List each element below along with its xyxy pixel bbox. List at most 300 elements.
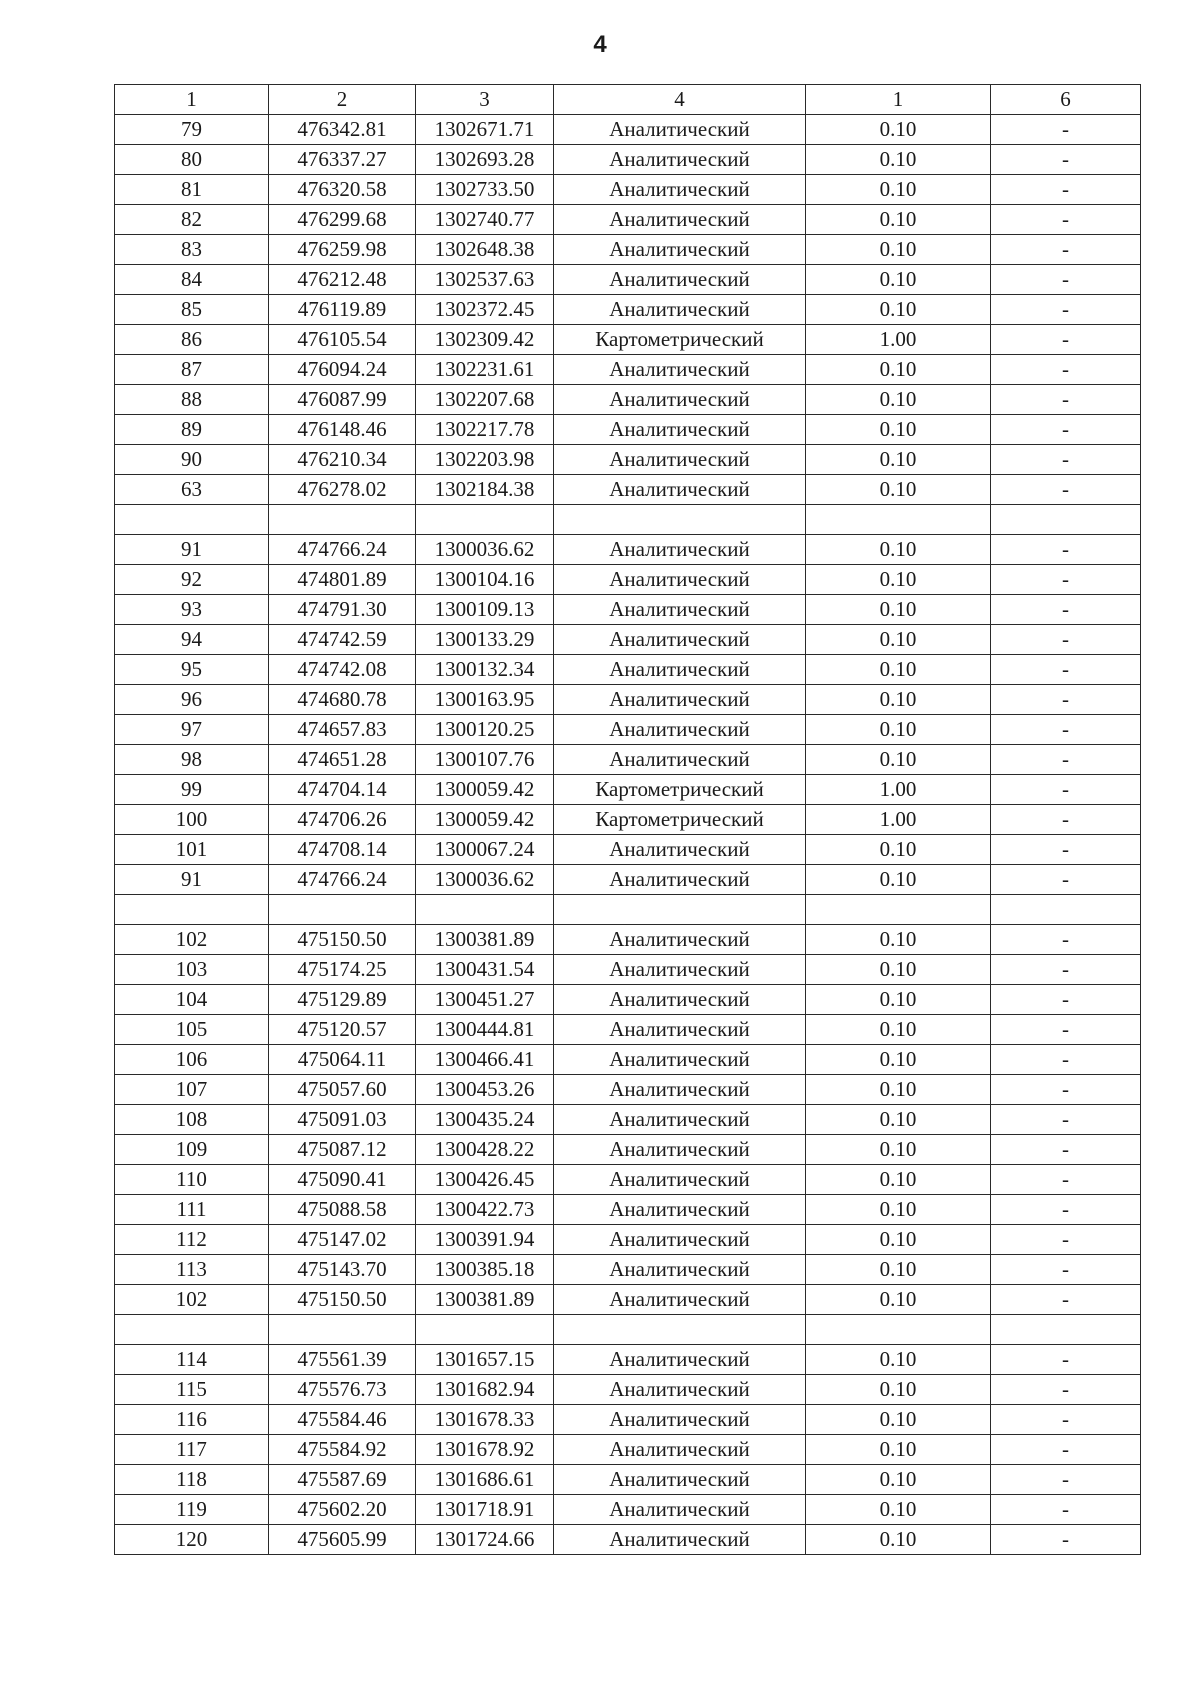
point-number-cell: 95 [115, 655, 269, 685]
note-cell: - [991, 415, 1141, 445]
table-body [115, 115, 1141, 1555]
x-coordinate-cell: 475576.73 [269, 1375, 416, 1405]
table-row [115, 745, 1141, 775]
method-cell: Аналитический [554, 1015, 806, 1045]
x-coordinate-cell: 475584.46 [269, 1405, 416, 1435]
accuracy-cell: 0.10 [806, 265, 991, 295]
note-cell: - [991, 1045, 1141, 1075]
point-number-cell: 94 [115, 625, 269, 655]
x-coordinate-cell: 475057.60 [269, 1075, 416, 1105]
note-cell: - [991, 535, 1141, 565]
point-number-cell: 101 [115, 835, 269, 865]
table-row [115, 685, 1141, 715]
table-row [115, 115, 1141, 145]
method-cell: Аналитический [554, 145, 806, 175]
table-row [115, 1435, 1141, 1465]
method-cell: Аналитический [554, 685, 806, 715]
point-number-cell: 84 [115, 265, 269, 295]
point-number-cell: 93 [115, 595, 269, 625]
note-cell: - [991, 445, 1141, 475]
note-cell: - [991, 265, 1141, 295]
point-number-cell [115, 505, 269, 535]
point-number-cell: 115 [115, 1375, 269, 1405]
y-coordinate-cell: 1301678.92 [416, 1435, 554, 1465]
method-cell: Аналитический [554, 355, 806, 385]
note-cell: - [991, 775, 1141, 805]
method-cell: Аналитический [554, 1105, 806, 1135]
y-coordinate-cell: 1301718.91 [416, 1495, 554, 1525]
method-cell: Аналитический [554, 565, 806, 595]
x-coordinate-cell: 474657.83 [269, 715, 416, 745]
table-row [115, 355, 1141, 385]
note-cell: - [991, 1165, 1141, 1195]
method-cell: Аналитический [554, 1345, 806, 1375]
method-cell: Аналитический [554, 1495, 806, 1525]
point-number-cell: 88 [115, 385, 269, 415]
method-cell: Аналитический [554, 1165, 806, 1195]
table-row [115, 385, 1141, 415]
note-cell [991, 895, 1141, 925]
note-cell: - [991, 655, 1141, 685]
method-cell [554, 505, 806, 535]
table-row [115, 715, 1141, 745]
y-coordinate-cell: 1300391.94 [416, 1225, 554, 1255]
accuracy-cell: 0.10 [806, 1165, 991, 1195]
y-coordinate-cell: 1300466.41 [416, 1045, 554, 1075]
accuracy-cell: 0.10 [806, 985, 991, 1015]
table-row [115, 955, 1141, 985]
column-header: 3 [416, 85, 554, 115]
x-coordinate-cell: 476342.81 [269, 115, 416, 145]
method-cell: Аналитический [554, 655, 806, 685]
note-cell: - [991, 925, 1141, 955]
table-row [115, 565, 1141, 595]
y-coordinate-cell: 1302537.63 [416, 265, 554, 295]
x-coordinate-cell: 476119.89 [269, 295, 416, 325]
accuracy-cell: 0.10 [806, 595, 991, 625]
x-coordinate-cell [269, 1315, 416, 1345]
note-cell: - [991, 595, 1141, 625]
note-cell: - [991, 295, 1141, 325]
accuracy-cell [806, 895, 991, 925]
table-row [115, 295, 1141, 325]
x-coordinate-cell: 475147.02 [269, 1225, 416, 1255]
y-coordinate-cell: 1301724.66 [416, 1525, 554, 1555]
table-row [115, 1465, 1141, 1495]
note-cell: - [991, 715, 1141, 745]
table-row [115, 595, 1141, 625]
y-coordinate-cell: 1300422.73 [416, 1195, 554, 1225]
point-number-cell: 81 [115, 175, 269, 205]
table-row [115, 505, 1141, 535]
method-cell: Аналитический [554, 1075, 806, 1105]
x-coordinate-cell: 476210.34 [269, 445, 416, 475]
point-number-cell: 85 [115, 295, 269, 325]
method-cell: Аналитический [554, 445, 806, 475]
accuracy-cell: 0.10 [806, 1285, 991, 1315]
y-coordinate-cell: 1300453.26 [416, 1075, 554, 1105]
note-cell: - [991, 235, 1141, 265]
y-coordinate-cell: 1300109.13 [416, 595, 554, 625]
point-number-cell: 112 [115, 1225, 269, 1255]
point-number-cell: 96 [115, 685, 269, 715]
point-number-cell [115, 895, 269, 925]
method-cell: Аналитический [554, 235, 806, 265]
accuracy-cell: 0.10 [806, 1525, 991, 1555]
x-coordinate-cell [269, 505, 416, 535]
y-coordinate-cell: 1300059.42 [416, 805, 554, 835]
table-row [115, 655, 1141, 685]
y-coordinate-cell: 1302207.68 [416, 385, 554, 415]
x-coordinate-cell: 474742.59 [269, 625, 416, 655]
note-cell: - [991, 1375, 1141, 1405]
note-cell: - [991, 1495, 1141, 1525]
note-cell [991, 1315, 1141, 1345]
y-coordinate-cell: 1302740.77 [416, 205, 554, 235]
column-header: 1 [806, 85, 991, 115]
accuracy-cell: 0.10 [806, 475, 991, 505]
x-coordinate-cell: 475150.50 [269, 1285, 416, 1315]
table-row [115, 835, 1141, 865]
y-coordinate-cell: 1302203.98 [416, 445, 554, 475]
point-number-cell: 102 [115, 925, 269, 955]
y-coordinate-cell: 1302217.78 [416, 415, 554, 445]
note-cell: - [991, 325, 1141, 355]
y-coordinate-cell [416, 895, 554, 925]
method-cell: Аналитический [554, 535, 806, 565]
note-cell: - [991, 1255, 1141, 1285]
x-coordinate-cell: 476212.48 [269, 265, 416, 295]
point-number-cell: 83 [115, 235, 269, 265]
method-cell: Аналитический [554, 985, 806, 1015]
x-coordinate-cell: 476278.02 [269, 475, 416, 505]
table-row [115, 1165, 1141, 1195]
point-number-cell: 105 [115, 1015, 269, 1045]
point-number-cell: 113 [115, 1255, 269, 1285]
accuracy-cell: 0.10 [806, 355, 991, 385]
column-header: 1 [115, 85, 269, 115]
point-number-cell: 92 [115, 565, 269, 595]
method-cell: Аналитический [554, 925, 806, 955]
table-row [115, 1195, 1141, 1225]
y-coordinate-cell: 1300059.42 [416, 775, 554, 805]
accuracy-cell: 0.10 [806, 1495, 991, 1525]
method-cell: Аналитический [554, 715, 806, 745]
accuracy-cell: 0.10 [806, 235, 991, 265]
accuracy-cell: 0.10 [806, 1045, 991, 1075]
table-row [115, 895, 1141, 925]
accuracy-cell: 0.10 [806, 535, 991, 565]
x-coordinate-cell [269, 895, 416, 925]
y-coordinate-cell: 1300381.89 [416, 925, 554, 955]
point-number-cell: 99 [115, 775, 269, 805]
column-header: 6 [991, 85, 1141, 115]
method-cell: Аналитический [554, 415, 806, 445]
accuracy-cell: 0.10 [806, 145, 991, 175]
point-number-cell: 116 [115, 1405, 269, 1435]
table-row [115, 475, 1141, 505]
note-cell: - [991, 1075, 1141, 1105]
table-row [115, 865, 1141, 895]
point-number-cell: 120 [115, 1525, 269, 1555]
table-row [115, 1075, 1141, 1105]
method-cell: Аналитический [554, 625, 806, 655]
table-row [115, 1105, 1141, 1135]
method-cell: Аналитический [554, 1045, 806, 1075]
x-coordinate-cell: 474651.28 [269, 745, 416, 775]
method-cell: Аналитический [554, 295, 806, 325]
x-coordinate-cell: 474801.89 [269, 565, 416, 595]
method-cell: Аналитический [554, 1435, 806, 1465]
method-cell: Аналитический [554, 265, 806, 295]
method-cell: Аналитический [554, 385, 806, 415]
method-cell [554, 1315, 806, 1345]
y-coordinate-cell: 1300385.18 [416, 1255, 554, 1285]
y-coordinate-cell: 1300428.22 [416, 1135, 554, 1165]
y-coordinate-cell: 1302231.61 [416, 355, 554, 385]
x-coordinate-cell: 474706.26 [269, 805, 416, 835]
method-cell: Картометрический [554, 325, 806, 355]
y-coordinate-cell: 1300104.16 [416, 565, 554, 595]
y-coordinate-cell: 1300431.54 [416, 955, 554, 985]
accuracy-cell: 0.10 [806, 415, 991, 445]
table-row [115, 625, 1141, 655]
point-number-cell: 97 [115, 715, 269, 745]
note-cell: - [991, 685, 1141, 715]
note-cell: - [991, 625, 1141, 655]
point-number-cell: 118 [115, 1465, 269, 1495]
note-cell: - [991, 1435, 1141, 1465]
point-number-cell: 87 [115, 355, 269, 385]
accuracy-cell: 0.10 [806, 685, 991, 715]
point-number-cell [115, 1315, 269, 1345]
page-number: 4 [593, 31, 607, 58]
y-coordinate-cell [416, 1315, 554, 1345]
accuracy-cell: 1.00 [806, 775, 991, 805]
x-coordinate-cell: 476299.68 [269, 205, 416, 235]
y-coordinate-cell: 1302309.42 [416, 325, 554, 355]
x-coordinate-cell: 474704.14 [269, 775, 416, 805]
accuracy-cell: 0.10 [806, 565, 991, 595]
note-cell: - [991, 355, 1141, 385]
table-row [115, 235, 1141, 265]
method-cell: Аналитический [554, 175, 806, 205]
header-row [115, 85, 1141, 115]
point-number-cell: 100 [115, 805, 269, 835]
method-cell: Картометрический [554, 805, 806, 835]
method-cell: Аналитический [554, 835, 806, 865]
x-coordinate-cell: 474708.14 [269, 835, 416, 865]
accuracy-cell: 0.10 [806, 655, 991, 685]
accuracy-cell: 0.10 [806, 295, 991, 325]
table-row [115, 1285, 1141, 1315]
table-row [115, 1015, 1141, 1045]
note-cell: - [991, 1015, 1141, 1045]
table-row [115, 1045, 1141, 1075]
column-header: 2 [269, 85, 416, 115]
note-cell: - [991, 565, 1141, 595]
method-cell: Аналитический [554, 865, 806, 895]
table-row [115, 1135, 1141, 1165]
x-coordinate-cell: 475561.39 [269, 1345, 416, 1375]
y-coordinate-cell: 1301686.61 [416, 1465, 554, 1495]
y-coordinate-cell: 1300036.62 [416, 535, 554, 565]
method-cell: Аналитический [554, 1225, 806, 1255]
point-number-cell: 91 [115, 535, 269, 565]
method-cell: Аналитический [554, 1255, 806, 1285]
point-number-cell: 111 [115, 1195, 269, 1225]
table-row [115, 445, 1141, 475]
note-cell: - [991, 835, 1141, 865]
table-row [115, 535, 1141, 565]
accuracy-cell: 0.10 [806, 115, 991, 145]
note-cell: - [991, 1525, 1141, 1555]
accuracy-cell: 0.10 [806, 625, 991, 655]
x-coordinate-cell: 476320.58 [269, 175, 416, 205]
y-coordinate-cell: 1302693.28 [416, 145, 554, 175]
table-row [115, 1255, 1141, 1285]
table-row [115, 775, 1141, 805]
note-cell: - [991, 955, 1141, 985]
y-coordinate-cell: 1301678.33 [416, 1405, 554, 1435]
table-row [115, 1405, 1141, 1435]
point-number-cell: 106 [115, 1045, 269, 1075]
x-coordinate-cell: 475602.20 [269, 1495, 416, 1525]
y-coordinate-cell: 1302184.38 [416, 475, 554, 505]
y-coordinate-cell: 1300132.34 [416, 655, 554, 685]
point-number-cell: 90 [115, 445, 269, 475]
accuracy-cell: 0.10 [806, 1255, 991, 1285]
y-coordinate-cell: 1300067.24 [416, 835, 554, 865]
x-coordinate-cell: 474742.08 [269, 655, 416, 685]
accuracy-cell: 0.10 [806, 865, 991, 895]
y-coordinate-cell: 1300381.89 [416, 1285, 554, 1315]
x-coordinate-cell: 476148.46 [269, 415, 416, 445]
y-coordinate-cell: 1302671.71 [416, 115, 554, 145]
y-coordinate-cell: 1300120.25 [416, 715, 554, 745]
accuracy-cell: 0.10 [806, 1225, 991, 1255]
note-cell: - [991, 1225, 1141, 1255]
x-coordinate-cell: 475090.41 [269, 1165, 416, 1195]
note-cell [991, 505, 1141, 535]
x-coordinate-cell: 475605.99 [269, 1525, 416, 1555]
note-cell: - [991, 115, 1141, 145]
table-row [115, 175, 1141, 205]
x-coordinate-cell: 475584.92 [269, 1435, 416, 1465]
method-cell: Аналитический [554, 205, 806, 235]
x-coordinate-cell: 475091.03 [269, 1105, 416, 1135]
point-number-cell: 80 [115, 145, 269, 175]
method-cell: Аналитический [554, 1525, 806, 1555]
method-cell: Аналитический [554, 1375, 806, 1405]
point-number-cell: 114 [115, 1345, 269, 1375]
table-row [115, 985, 1141, 1015]
note-cell: - [991, 175, 1141, 205]
x-coordinate-cell: 475143.70 [269, 1255, 416, 1285]
accuracy-cell: 0.10 [806, 445, 991, 475]
x-coordinate-cell: 476087.99 [269, 385, 416, 415]
point-number-cell: 102 [115, 1285, 269, 1315]
accuracy-cell: 0.10 [806, 385, 991, 415]
note-cell: - [991, 145, 1141, 175]
accuracy-cell: 0.10 [806, 1075, 991, 1105]
point-number-cell: 86 [115, 325, 269, 355]
accuracy-cell: 0.10 [806, 745, 991, 775]
x-coordinate-cell: 474766.24 [269, 535, 416, 565]
point-number-cell: 91 [115, 865, 269, 895]
accuracy-cell: 0.10 [806, 835, 991, 865]
table-row [115, 1375, 1141, 1405]
y-coordinate-cell: 1300133.29 [416, 625, 554, 655]
note-cell: - [991, 985, 1141, 1015]
table-row [115, 265, 1141, 295]
x-coordinate-cell: 474791.30 [269, 595, 416, 625]
x-coordinate-cell: 475064.11 [269, 1045, 416, 1075]
method-cell: Аналитический [554, 475, 806, 505]
x-coordinate-cell: 476105.54 [269, 325, 416, 355]
table-header [115, 85, 1141, 115]
accuracy-cell: 0.10 [806, 955, 991, 985]
note-cell: - [991, 1465, 1141, 1495]
accuracy-cell: 0.10 [806, 1195, 991, 1225]
note-cell: - [991, 865, 1141, 895]
x-coordinate-cell: 475087.12 [269, 1135, 416, 1165]
x-coordinate-cell: 475129.89 [269, 985, 416, 1015]
y-coordinate-cell: 1302648.38 [416, 235, 554, 265]
accuracy-cell: 0.10 [806, 1345, 991, 1375]
method-cell: Аналитический [554, 115, 806, 145]
point-number-cell: 79 [115, 115, 269, 145]
accuracy-cell: 0.10 [806, 1465, 991, 1495]
method-cell: Аналитический [554, 955, 806, 985]
y-coordinate-cell: 1300107.76 [416, 745, 554, 775]
y-coordinate-cell: 1302733.50 [416, 175, 554, 205]
table-row [115, 1495, 1141, 1525]
point-number-cell: 119 [115, 1495, 269, 1525]
table-row [115, 1525, 1141, 1555]
note-cell: - [991, 805, 1141, 835]
table-row [115, 1345, 1141, 1375]
note-cell: - [991, 1135, 1141, 1165]
accuracy-cell: 0.10 [806, 1405, 991, 1435]
note-cell: - [991, 1405, 1141, 1435]
note-cell: - [991, 1285, 1141, 1315]
y-coordinate-cell: 1301682.94 [416, 1375, 554, 1405]
point-number-cell: 103 [115, 955, 269, 985]
y-coordinate-cell: 1300426.45 [416, 1165, 554, 1195]
accuracy-cell: 0.10 [806, 1015, 991, 1045]
x-coordinate-cell: 475150.50 [269, 925, 416, 955]
point-number-cell: 63 [115, 475, 269, 505]
accuracy-cell: 0.10 [806, 715, 991, 745]
x-coordinate-cell: 476094.24 [269, 355, 416, 385]
method-cell: Аналитический [554, 1405, 806, 1435]
point-number-cell: 98 [115, 745, 269, 775]
point-number-cell: 117 [115, 1435, 269, 1465]
y-coordinate-cell: 1300036.62 [416, 865, 554, 895]
accuracy-cell: 0.10 [806, 205, 991, 235]
point-number-cell: 104 [115, 985, 269, 1015]
table-row [115, 925, 1141, 955]
accuracy-cell: 0.10 [806, 1135, 991, 1165]
y-coordinate-cell: 1301657.15 [416, 1345, 554, 1375]
table-row [115, 805, 1141, 835]
x-coordinate-cell: 475174.25 [269, 955, 416, 985]
method-cell: Аналитический [554, 1465, 806, 1495]
x-coordinate-cell: 475088.58 [269, 1195, 416, 1225]
y-coordinate-cell: 1300444.81 [416, 1015, 554, 1045]
point-number-cell: 108 [115, 1105, 269, 1135]
